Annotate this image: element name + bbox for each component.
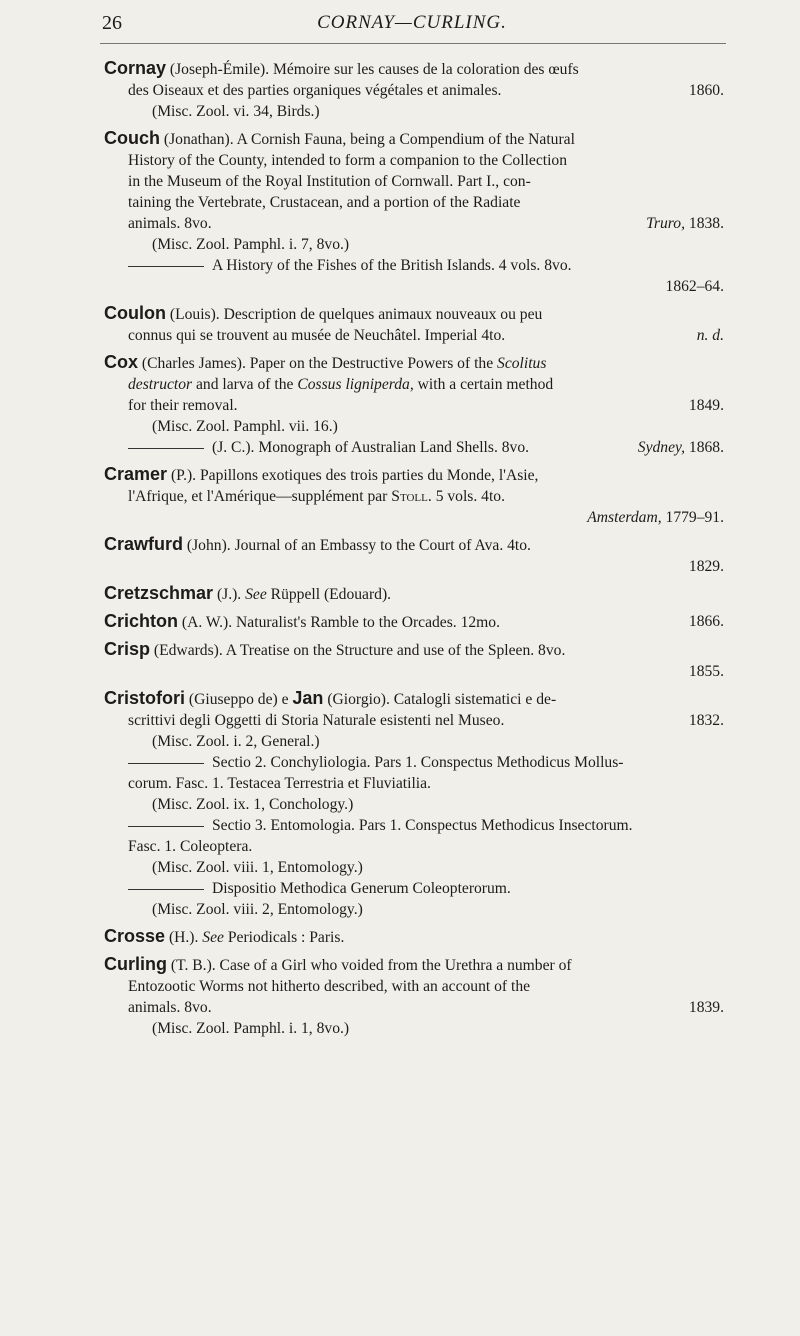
entry-crosse: Crosse (H.). See Periodicals : Paris. bbox=[104, 926, 345, 946]
ditto-rule bbox=[128, 448, 204, 449]
entry-crichton: Crichton (A. W.). Naturalist's Ramble to the Orcades. 12mo. 1866. bbox=[104, 611, 724, 631]
entry-crisp: Crisp (Edwards). A Treatise on the Structure and use of the Spleen. 8vo. 1855. bbox=[104, 639, 724, 680]
entry-name: Cramer bbox=[104, 464, 168, 484]
entry-name: Cox bbox=[104, 352, 139, 372]
entry-date: 1860. bbox=[688, 82, 724, 99]
entry-coauthor: Jan bbox=[292, 688, 324, 708]
entry-date: 1829. bbox=[688, 558, 724, 575]
entry-name: Cretzschmar bbox=[104, 583, 214, 603]
ditto-rule bbox=[128, 763, 204, 764]
entry-date: 1779–91. bbox=[665, 509, 724, 526]
entry-cox: Cox (Charles James). Paper on the Destructive Powers of the Scolitus destructor and larva of the Cossus ligniperda, with a certain method for their removal. 1849. (Misc. Zool. Pamphl. vii. 16.) (J. C.). Monograph of Australian Land Shells. 8vo. Sydney, 1868. bbox=[104, 352, 724, 456]
entry-name: Cornay bbox=[104, 58, 167, 78]
entry-list bbox=[104, 58, 724, 1045]
entry-date: 1839. bbox=[688, 999, 724, 1016]
entry-date: 1849. bbox=[688, 397, 724, 414]
entry-cornay: Cornay (Joseph-Émile). Mémoire sur les causes de la coloration des œufs des Oiseaux et des parties organiques végétales et animales. 1860. (Misc. Zool. vi. 34, Birds.) bbox=[104, 58, 724, 120]
header-rule bbox=[100, 43, 726, 44]
entry-date: 1838. bbox=[688, 215, 724, 232]
entry-date: 1868. bbox=[688, 439, 724, 456]
ditto-rule bbox=[128, 889, 204, 890]
entry-cramer: Cramer (P.). Papillons exotiques des trois parties du Monde, l'Asie, l'Afrique, et l'Amérique—supplément par Stoll. 5 vols. 4to. Amsterdam, 1779–91. bbox=[104, 464, 724, 526]
entry-date: 1832. bbox=[688, 712, 724, 729]
ditto-rule bbox=[128, 266, 204, 267]
page-number: 26 bbox=[102, 12, 122, 34]
entry-couch: Couch (Jonathan). A Cornish Fauna, being a Compendium of the Natural History of the County, intended to form a companion to the Collection in the Museum of the Royal Institution of Cornwall. Part I., con- taining the Vertebrate, Crustacean, and a portion of the Radiate animals. 8vo. Truro, 1838. (Misc. Zool. Pamphl. i. 7, 8vo.) A History of the Fishes of the British Islands. 4 vols. 8vo. 1862–64. bbox=[104, 128, 724, 295]
page-header bbox=[102, 12, 722, 42]
running-title: CORNAY—CURLING. bbox=[317, 12, 507, 33]
entry-date: 1862–64. bbox=[665, 278, 724, 295]
entry-name: Coulon bbox=[104, 303, 166, 323]
entry-crawfurd: Crawfurd (John). Journal of an Embassy to the Court of Ava. 4to. 1829. bbox=[104, 534, 724, 575]
entry-name: Cristofori bbox=[104, 688, 185, 708]
entry-name: Crichton bbox=[104, 611, 178, 631]
entry-cristofori: Cristofori (Giuseppo de) e Jan (Giorgio). Catalogli sistematici e de- scrittivi degli Oggetti di Storia Naturale esistenti nel Museo. 1832. (Misc. Zool. i. 2, General.) Sectio 2. Conchyliologia. Pars 1. Conspectus Methodicus Mollus- corum. Fasc. 1. Testacea Terrestria et Fluviatilia. (Misc. Zool. ix. 1, Conchology.) Sectio 3. Entomologia. Pars 1. Conspectus Methodicus Insectorum. Fasc. 1. Coleoptera. (Misc. Zool. viii. 1, Entomology.) Dispositio Methodica Generum Coleopterorum. (Misc. Zool. viii. 2, Entomology.) bbox=[104, 688, 724, 918]
entry-cretzschmar: Cretzschmar (J.). See Rüppell (Edouard). bbox=[104, 583, 392, 603]
entry-name: Curling bbox=[104, 954, 167, 974]
ditto-rule bbox=[128, 826, 204, 827]
entry-name: Couch bbox=[104, 128, 160, 148]
entry-date: 1866. bbox=[688, 613, 724, 630]
entry-date: 1855. bbox=[688, 663, 724, 680]
entry-name: Crisp bbox=[104, 639, 151, 659]
entry-date: n. d. bbox=[696, 327, 724, 344]
entry-coulon: Coulon (Louis). Description de quelques animaux nouveaux ou peu connus qui se trouvent au musée de Neuchâtel. Imperial 4to. n. d. bbox=[104, 303, 724, 344]
entry-name: Crawfurd bbox=[104, 534, 184, 554]
entry-curling: Curling (T. B.). Case of a Girl who voided from the Urethra a number of Entozootic Worms not hitherto described, with an account of the animals. 8vo. 1839. (Misc. Zool. Pamphl. i. 1, 8vo.) bbox=[104, 954, 724, 1037]
entry-name: Crosse bbox=[104, 926, 166, 946]
